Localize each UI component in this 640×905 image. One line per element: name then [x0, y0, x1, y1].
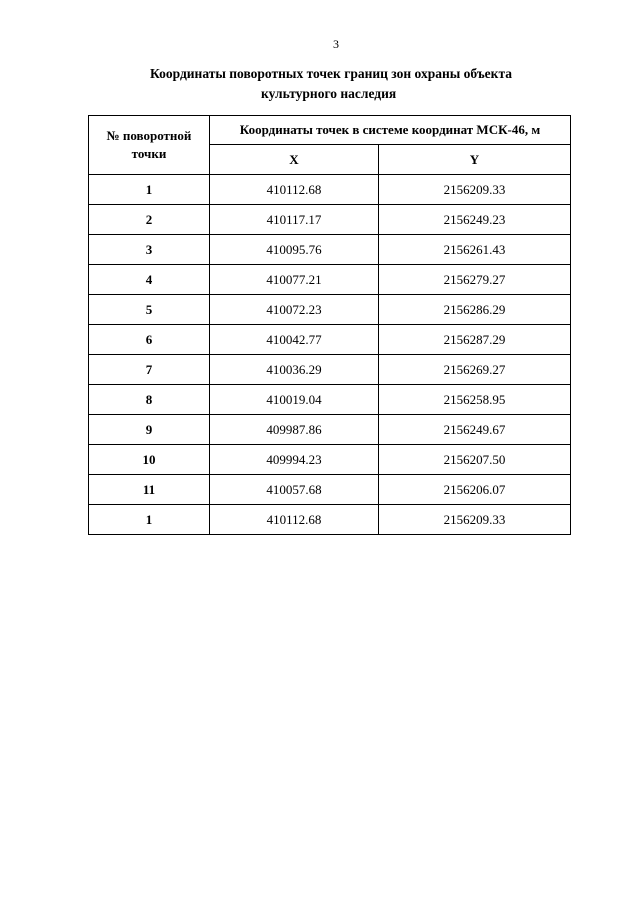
point-number-cell: 7: [89, 355, 210, 385]
y-coordinate-cell: 2156258.95: [379, 385, 571, 415]
point-number-cell: 1: [89, 505, 210, 535]
point-number-cell: 4: [89, 265, 210, 295]
header-point-number: № поворотной точки: [89, 116, 210, 175]
y-coordinate-cell: 2156269.27: [379, 355, 571, 385]
y-coordinate-cell: 2156209.33: [379, 175, 571, 205]
header-coordinate-system: Координаты точек в системе координат МСК-46, м: [210, 116, 571, 145]
y-coordinate-cell: 2156279.27: [379, 265, 571, 295]
point-number-cell: 3: [89, 235, 210, 265]
table-row: [89, 325, 571, 355]
table-row: [89, 505, 571, 535]
point-number-cell: 11: [89, 475, 210, 505]
x-coordinate-cell: 410057.68: [210, 475, 379, 505]
x-coordinate-cell: 410112.68: [210, 505, 379, 535]
point-number-cell: 9: [89, 415, 210, 445]
title-line-1: Координаты поворотных точек границ зон охраны объекта: [150, 66, 513, 81]
table-row: [89, 415, 571, 445]
point-number-cell: 2: [89, 205, 210, 235]
x-coordinate-cell: 410036.29: [210, 355, 379, 385]
x-coordinate-cell: 410095.76: [210, 235, 379, 265]
page-number: 3: [333, 37, 339, 51]
x-coordinate-cell: 410042.77: [210, 325, 379, 355]
table-row: [89, 475, 571, 505]
table-row: [89, 175, 571, 205]
table-body: [89, 175, 571, 535]
table-row: [89, 295, 571, 325]
y-coordinate-cell: 2156206.07: [379, 475, 571, 505]
coordinates-table: [88, 115, 571, 535]
point-number-cell: 8: [89, 385, 210, 415]
y-coordinate-cell: 2156207.50: [379, 445, 571, 475]
x-coordinate-cell: 409994.23: [210, 445, 379, 475]
table-header-row: [89, 116, 571, 145]
x-coordinate-cell: 410117.17: [210, 205, 379, 235]
y-coordinate-cell: 2156261.43: [379, 235, 571, 265]
point-number-cell: 6: [89, 325, 210, 355]
table-row: [89, 445, 571, 475]
x-coordinate-cell: 410019.04: [210, 385, 379, 415]
document-title: [150, 64, 560, 104]
point-number-cell: 10: [89, 445, 210, 475]
table-row: [89, 385, 571, 415]
table-row: [89, 205, 571, 235]
x-coordinate-cell: 410112.68: [210, 175, 379, 205]
y-coordinate-cell: 2156287.29: [379, 325, 571, 355]
y-coordinate-cell: 2156209.33: [379, 505, 571, 535]
point-number-cell: 1: [89, 175, 210, 205]
point-number-cell: 5: [89, 295, 210, 325]
header-y: Y: [379, 145, 571, 175]
table-row: [89, 235, 571, 265]
table-row: [89, 265, 571, 295]
y-coordinate-cell: 2156249.23: [379, 205, 571, 235]
x-coordinate-cell: 410077.21: [210, 265, 379, 295]
y-coordinate-cell: 2156249.67: [379, 415, 571, 445]
y-coordinate-cell: 2156286.29: [379, 295, 571, 325]
table-row: [89, 355, 571, 385]
title-line-2: культурного наследия: [261, 86, 397, 101]
header-x: X: [210, 145, 379, 175]
x-coordinate-cell: 409987.86: [210, 415, 379, 445]
x-coordinate-cell: 410072.23: [210, 295, 379, 325]
